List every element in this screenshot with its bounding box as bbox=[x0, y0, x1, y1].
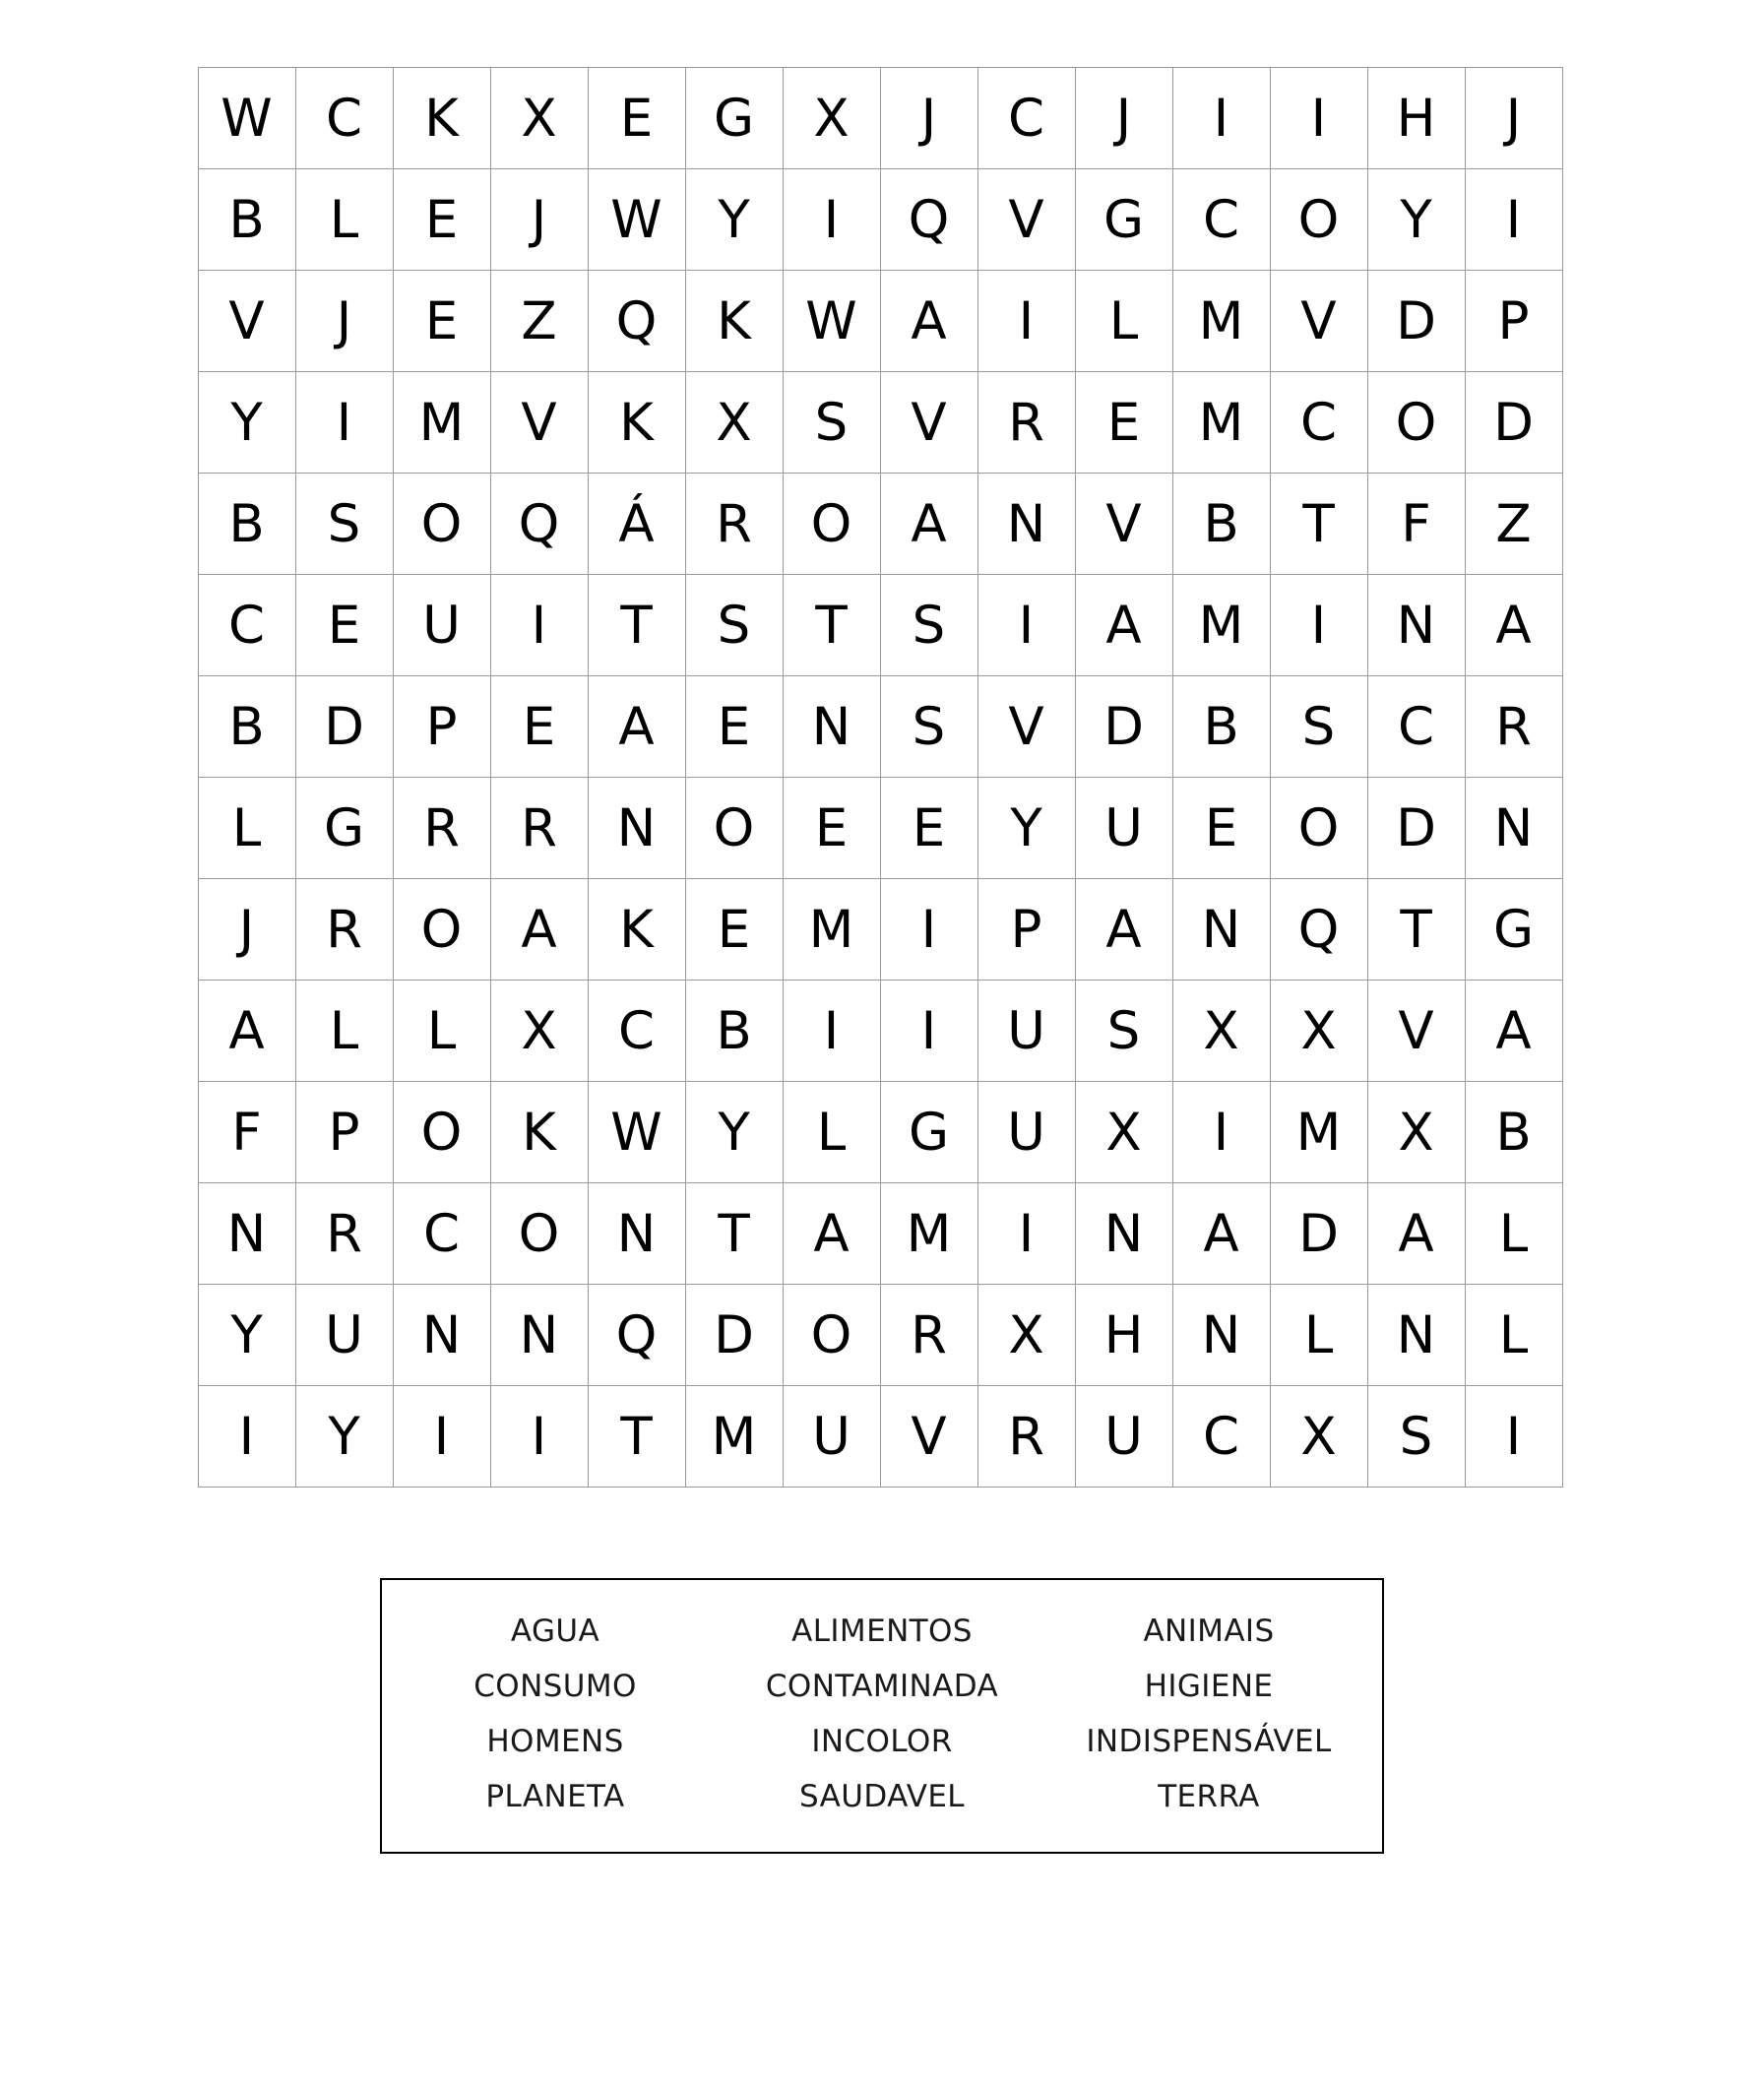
grid-row bbox=[198, 271, 1562, 372]
grid-cell[interactable]: V bbox=[1075, 474, 1172, 575]
grid-cell[interactable]: F bbox=[1367, 474, 1465, 575]
grid-cell[interactable]: M bbox=[1172, 575, 1270, 676]
grid-cell[interactable]: M bbox=[880, 1183, 977, 1285]
grid-cell[interactable]: G bbox=[1075, 169, 1172, 271]
grid-cell[interactable]: I bbox=[977, 271, 1075, 372]
grid-cell[interactable]: U bbox=[1075, 778, 1172, 879]
grid-cell[interactable]: C bbox=[393, 1183, 490, 1285]
grid-row bbox=[198, 68, 1562, 169]
grid-row bbox=[198, 778, 1562, 879]
grid-cell[interactable]: C bbox=[1172, 169, 1270, 271]
grid-cell[interactable]: Q bbox=[880, 169, 977, 271]
grid-cell[interactable]: I bbox=[1270, 575, 1367, 676]
grid-cell[interactable]: N bbox=[977, 474, 1075, 575]
grid-cell[interactable]: R bbox=[977, 1386, 1075, 1488]
grid-cell[interactable]: V bbox=[977, 676, 1075, 778]
word-list-row bbox=[392, 1769, 1372, 1824]
grid-cell[interactable]: D bbox=[1367, 778, 1465, 879]
grid-cell[interactable]: K bbox=[490, 1082, 588, 1183]
grid-cell[interactable]: L bbox=[393, 981, 490, 1082]
grid-row bbox=[198, 372, 1562, 474]
grid-cell[interactable]: W bbox=[783, 271, 880, 372]
grid-cell[interactable]: A bbox=[1367, 1183, 1465, 1285]
grid-cell[interactable]: C bbox=[198, 575, 295, 676]
grid-cell[interactable]: I bbox=[977, 575, 1075, 676]
grid-cell[interactable]: R bbox=[880, 1285, 977, 1386]
grid-cell[interactable]: O bbox=[1270, 169, 1367, 271]
grid-cell[interactable]: O bbox=[1270, 778, 1367, 879]
grid-cell[interactable]: J bbox=[1075, 68, 1172, 169]
grid-cell[interactable]: Y bbox=[295, 1386, 393, 1488]
grid-cell[interactable]: H bbox=[1367, 68, 1465, 169]
word-list-box bbox=[380, 1578, 1384, 1854]
grid-row bbox=[198, 169, 1562, 271]
grid-cell[interactable]: O bbox=[490, 1183, 588, 1285]
grid-cell[interactable]: V bbox=[1270, 271, 1367, 372]
grid-cell[interactable]: A bbox=[490, 879, 588, 981]
grid-cell[interactable]: E bbox=[393, 271, 490, 372]
grid-cell[interactable]: A bbox=[1465, 575, 1562, 676]
grid-cell[interactable]: N bbox=[588, 1183, 685, 1285]
grid-cell[interactable]: R bbox=[977, 372, 1075, 474]
grid-cell[interactable]: K bbox=[588, 372, 685, 474]
grid-cell[interactable]: R bbox=[295, 879, 393, 981]
grid-cell[interactable]: A bbox=[588, 676, 685, 778]
grid-cell[interactable]: B bbox=[1172, 676, 1270, 778]
grid-cell[interactable]: N bbox=[393, 1285, 490, 1386]
grid-cell[interactable]: N bbox=[783, 676, 880, 778]
grid-cell[interactable]: B bbox=[198, 474, 295, 575]
grid-cell[interactable]: Y bbox=[685, 169, 783, 271]
grid-cell[interactable]: V bbox=[880, 372, 977, 474]
grid-cell[interactable]: N bbox=[1367, 575, 1465, 676]
grid-cell[interactable]: X bbox=[490, 68, 588, 169]
grid-body bbox=[198, 68, 1562, 1488]
grid-cell[interactable]: P bbox=[295, 1082, 393, 1183]
grid-cell[interactable]: R bbox=[490, 778, 588, 879]
grid-cell[interactable]: D bbox=[1465, 372, 1562, 474]
grid-cell[interactable]: L bbox=[1075, 271, 1172, 372]
grid-cell[interactable]: W bbox=[588, 1082, 685, 1183]
grid-cell[interactable]: I bbox=[783, 981, 880, 1082]
grid-cell[interactable]: H bbox=[1075, 1285, 1172, 1386]
grid-cell[interactable]: Á bbox=[588, 474, 685, 575]
grid-cell[interactable]: T bbox=[588, 575, 685, 676]
grid-cell[interactable]: A bbox=[1172, 1183, 1270, 1285]
grid-cell[interactable]: E bbox=[685, 879, 783, 981]
grid-cell[interactable]: X bbox=[490, 981, 588, 1082]
grid-cell[interactable]: P bbox=[393, 676, 490, 778]
grid-cell[interactable]: B bbox=[198, 169, 295, 271]
grid-cell[interactable]: E bbox=[588, 68, 685, 169]
grid-cell[interactable]: G bbox=[295, 778, 393, 879]
grid-cell[interactable]: A bbox=[880, 474, 977, 575]
grid-cell[interactable]: R bbox=[685, 474, 783, 575]
word-list-body bbox=[392, 1604, 1372, 1824]
word-list-item[interactable]: SAUDAVEL bbox=[799, 1779, 965, 1814]
grid-row bbox=[198, 879, 1562, 981]
grid-cell[interactable]: C bbox=[295, 68, 393, 169]
grid-cell[interactable]: I bbox=[295, 372, 393, 474]
word-list-item[interactable]: CONSUMO bbox=[473, 1669, 637, 1704]
grid-cell[interactable]: U bbox=[1075, 1386, 1172, 1488]
grid-cell[interactable]: G bbox=[880, 1082, 977, 1183]
grid-cell[interactable]: P bbox=[977, 879, 1075, 981]
grid-cell[interactable]: X bbox=[1367, 1082, 1465, 1183]
grid-cell[interactable]: K bbox=[685, 271, 783, 372]
grid-cell[interactable]: I bbox=[1172, 1082, 1270, 1183]
grid-cell[interactable]: V bbox=[880, 1386, 977, 1488]
grid-cell[interactable]: J bbox=[198, 879, 295, 981]
grid-cell[interactable]: O bbox=[1367, 372, 1465, 474]
grid-row bbox=[198, 1183, 1562, 1285]
grid-row bbox=[198, 1285, 1562, 1386]
grid-cell[interactable]: I bbox=[198, 1386, 295, 1488]
grid-cell[interactable]: A bbox=[198, 981, 295, 1082]
word-list-table bbox=[392, 1604, 1372, 1824]
grid-cell[interactable]: E bbox=[685, 676, 783, 778]
grid-cell[interactable]: C bbox=[977, 68, 1075, 169]
grid-cell[interactable]: E bbox=[1172, 778, 1270, 879]
grid-cell[interactable]: V bbox=[198, 271, 295, 372]
word-search-grid-wrapper bbox=[198, 67, 1563, 1488]
grid-cell[interactable]: S bbox=[880, 676, 977, 778]
word-list-item[interactable]: INCOLOR bbox=[811, 1724, 953, 1759]
grid-cell[interactable]: I bbox=[977, 1183, 1075, 1285]
grid-cell[interactable]: U bbox=[977, 981, 1075, 1082]
grid-cell[interactable]: Z bbox=[490, 271, 588, 372]
grid-cell[interactable]: Q bbox=[588, 1285, 685, 1386]
grid-cell[interactable]: T bbox=[783, 575, 880, 676]
grid-cell[interactable]: D bbox=[295, 676, 393, 778]
grid-cell[interactable]: B bbox=[685, 981, 783, 1082]
grid-cell[interactable]: A bbox=[1075, 879, 1172, 981]
grid-cell[interactable]: I bbox=[1172, 68, 1270, 169]
grid-cell[interactable]: M bbox=[783, 879, 880, 981]
grid-cell[interactable]: Y bbox=[198, 372, 295, 474]
word-list-item[interactable]: PLANETA bbox=[485, 1779, 625, 1814]
grid-cell[interactable]: N bbox=[198, 1183, 295, 1285]
grid-cell[interactable]: B bbox=[1465, 1082, 1562, 1183]
grid-cell[interactable]: J bbox=[880, 68, 977, 169]
grid-cell[interactable]: I bbox=[880, 879, 977, 981]
grid-cell[interactable]: T bbox=[1270, 474, 1367, 575]
word-list-row bbox=[392, 1659, 1372, 1714]
grid-cell[interactable]: L bbox=[1465, 1183, 1562, 1285]
grid-cell[interactable]: P bbox=[1465, 271, 1562, 372]
grid-cell[interactable]: K bbox=[588, 879, 685, 981]
grid-cell[interactable]: Y bbox=[977, 778, 1075, 879]
grid-cell[interactable]: I bbox=[1270, 68, 1367, 169]
grid-cell[interactable]: T bbox=[685, 1183, 783, 1285]
grid-cell[interactable]: I bbox=[490, 575, 588, 676]
grid-cell[interactable]: Z bbox=[1465, 474, 1562, 575]
grid-row bbox=[198, 1082, 1562, 1183]
word-list-item[interactable]: HIGIENE bbox=[1144, 1669, 1274, 1704]
grid-cell[interactable]: F bbox=[198, 1082, 295, 1183]
grid-cell[interactable]: E bbox=[295, 575, 393, 676]
grid-cell[interactable]: S bbox=[1270, 676, 1367, 778]
grid-cell[interactable]: E bbox=[393, 169, 490, 271]
word-list-row bbox=[392, 1714, 1372, 1769]
word-list-item[interactable]: CONTAMINADA bbox=[765, 1669, 999, 1704]
grid-cell[interactable]: E bbox=[783, 778, 880, 879]
grid-row bbox=[198, 1386, 1562, 1488]
grid-cell[interactable]: C bbox=[1270, 372, 1367, 474]
grid-cell[interactable]: X bbox=[1075, 1082, 1172, 1183]
grid-cell[interactable]: N bbox=[1367, 1285, 1465, 1386]
grid-row bbox=[198, 474, 1562, 575]
grid-cell[interactable]: B bbox=[1172, 474, 1270, 575]
grid-cell[interactable]: S bbox=[880, 575, 977, 676]
grid-cell[interactable]: I bbox=[1465, 169, 1562, 271]
word-list-item[interactable]: HOMENS bbox=[486, 1724, 624, 1759]
grid-cell[interactable]: J bbox=[490, 169, 588, 271]
grid-cell[interactable]: O bbox=[393, 1082, 490, 1183]
grid-cell[interactable]: L bbox=[1465, 1285, 1562, 1386]
word-list-item[interactable]: INDISPENSÁVEL bbox=[1086, 1724, 1332, 1759]
grid-cell[interactable]: N bbox=[1465, 778, 1562, 879]
grid-cell[interactable]: U bbox=[295, 1285, 393, 1386]
grid-cell[interactable]: M bbox=[685, 1386, 783, 1488]
grid-cell[interactable]: B bbox=[198, 676, 295, 778]
grid-cell[interactable]: L bbox=[783, 1082, 880, 1183]
grid-cell[interactable]: L bbox=[295, 981, 393, 1082]
grid-cell[interactable]: D bbox=[685, 1285, 783, 1386]
word-list-item[interactable]: TERRA bbox=[1158, 1779, 1260, 1814]
grid-cell[interactable]: C bbox=[1367, 676, 1465, 778]
grid-cell[interactable]: D bbox=[1075, 676, 1172, 778]
grid-cell[interactable]: O bbox=[783, 474, 880, 575]
grid-cell[interactable]: N bbox=[588, 778, 685, 879]
grid-cell[interactable]: I bbox=[1465, 1386, 1562, 1488]
grid-cell[interactable]: X bbox=[783, 68, 880, 169]
grid-cell[interactable]: S bbox=[685, 575, 783, 676]
grid-row bbox=[198, 676, 1562, 778]
grid-cell[interactable]: S bbox=[1075, 981, 1172, 1082]
grid-cell[interactable]: C bbox=[588, 981, 685, 1082]
grid-cell[interactable]: O bbox=[393, 474, 490, 575]
grid-cell[interactable]: S bbox=[1367, 1386, 1465, 1488]
grid-cell[interactable]: X bbox=[1270, 1386, 1367, 1488]
grid-cell[interactable]: N bbox=[490, 1285, 588, 1386]
grid-cell[interactable]: W bbox=[198, 68, 295, 169]
grid-cell[interactable]: J bbox=[295, 271, 393, 372]
grid-row bbox=[198, 981, 1562, 1082]
grid-cell[interactable]: T bbox=[588, 1386, 685, 1488]
word-search-grid bbox=[198, 67, 1563, 1488]
grid-cell[interactable]: J bbox=[1465, 68, 1562, 169]
grid-cell[interactable]: A bbox=[1465, 981, 1562, 1082]
grid-cell[interactable]: O bbox=[393, 879, 490, 981]
grid-cell[interactable]: T bbox=[1367, 879, 1465, 981]
grid-cell[interactable]: Y bbox=[1367, 169, 1465, 271]
grid-cell[interactable]: A bbox=[880, 271, 977, 372]
grid-cell[interactable]: L bbox=[1270, 1285, 1367, 1386]
grid-cell[interactable]: U bbox=[783, 1386, 880, 1488]
word-list-item[interactable]: ANIMAIS bbox=[1143, 1614, 1275, 1649]
grid-cell[interactable]: Y bbox=[685, 1082, 783, 1183]
grid-cell[interactable]: S bbox=[295, 474, 393, 575]
grid-cell[interactable]: V bbox=[1367, 981, 1465, 1082]
grid-cell[interactable]: N bbox=[1172, 1285, 1270, 1386]
grid-cell[interactable]: Q bbox=[1270, 879, 1367, 981]
word-list-item[interactable]: AGUA bbox=[510, 1614, 600, 1649]
grid-cell[interactable]: D bbox=[1367, 271, 1465, 372]
grid-cell[interactable]: X bbox=[977, 1285, 1075, 1386]
grid-cell[interactable]: X bbox=[1172, 981, 1270, 1082]
word-list-row bbox=[392, 1604, 1372, 1659]
grid-cell[interactable]: I bbox=[490, 1386, 588, 1488]
grid-cell[interactable]: Q bbox=[490, 474, 588, 575]
grid-cell[interactable]: D bbox=[1270, 1183, 1367, 1285]
grid-cell[interactable]: G bbox=[685, 68, 783, 169]
grid-cell[interactable]: I bbox=[393, 1386, 490, 1488]
grid-cell[interactable]: U bbox=[977, 1082, 1075, 1183]
grid-cell[interactable]: X bbox=[685, 372, 783, 474]
grid-cell[interactable]: M bbox=[1172, 271, 1270, 372]
grid-cell[interactable]: R bbox=[1465, 676, 1562, 778]
grid-cell[interactable]: M bbox=[393, 372, 490, 474]
grid-cell[interactable]: V bbox=[977, 169, 1075, 271]
grid-cell[interactable]: A bbox=[783, 1183, 880, 1285]
grid-cell[interactable]: A bbox=[1075, 575, 1172, 676]
word-list-item[interactable]: ALIMENTOS bbox=[791, 1614, 973, 1649]
grid-cell[interactable]: V bbox=[490, 372, 588, 474]
grid-cell[interactable]: R bbox=[295, 1183, 393, 1285]
grid-cell[interactable]: R bbox=[393, 778, 490, 879]
grid-cell[interactable]: I bbox=[880, 981, 977, 1082]
grid-cell[interactable]: O bbox=[783, 1285, 880, 1386]
grid-cell[interactable]: E bbox=[490, 676, 588, 778]
grid-cell[interactable]: E bbox=[880, 778, 977, 879]
grid-cell[interactable]: I bbox=[783, 169, 880, 271]
grid-cell[interactable]: Q bbox=[588, 271, 685, 372]
grid-cell[interactable]: Y bbox=[198, 1285, 295, 1386]
grid-cell[interactable]: W bbox=[588, 169, 685, 271]
grid-cell[interactable]: C bbox=[1172, 1386, 1270, 1488]
grid-cell[interactable]: X bbox=[1270, 981, 1367, 1082]
grid-cell[interactable]: O bbox=[685, 778, 783, 879]
grid-cell[interactable]: M bbox=[1270, 1082, 1367, 1183]
grid-cell[interactable]: U bbox=[393, 575, 490, 676]
grid-cell[interactable]: K bbox=[393, 68, 490, 169]
grid-row bbox=[198, 575, 1562, 676]
grid-cell[interactable]: N bbox=[1075, 1183, 1172, 1285]
grid-cell[interactable]: L bbox=[295, 169, 393, 271]
grid-cell[interactable]: M bbox=[1172, 372, 1270, 474]
grid-cell[interactable]: S bbox=[783, 372, 880, 474]
grid-cell[interactable]: E bbox=[1075, 372, 1172, 474]
grid-cell[interactable]: G bbox=[1465, 879, 1562, 981]
grid-cell[interactable]: L bbox=[198, 778, 295, 879]
grid-cell[interactable]: N bbox=[1172, 879, 1270, 981]
